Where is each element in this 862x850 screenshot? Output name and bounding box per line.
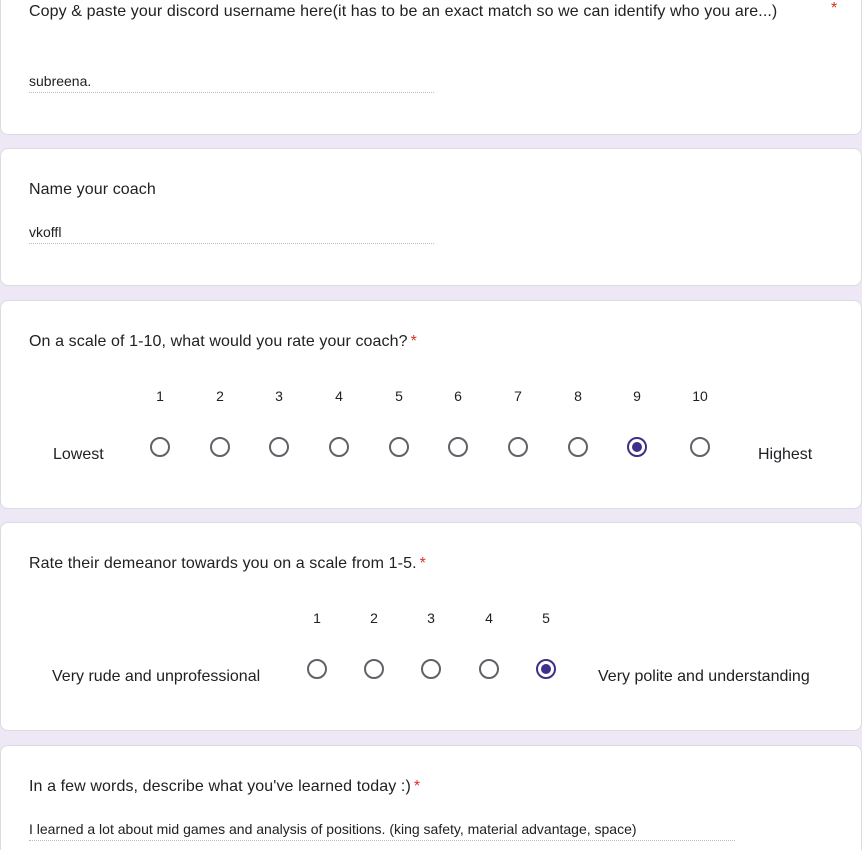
question-title-text: On a scale of 1-10, what would you rate your coach? (29, 333, 408, 350)
scale-radio-10[interactable] (690, 437, 710, 457)
scale-number-2: 2 (370, 610, 378, 626)
question-title-text: In a few words, describe what you've learned today :) (29, 778, 411, 795)
question-title: Name your coach (29, 181, 156, 198)
question-title (29, 0, 809, 25)
scale-high-label: Highest (758, 446, 813, 463)
scale-number-5: 5 (395, 388, 403, 404)
scale-number-5: 5 (542, 610, 550, 626)
scale-radio-4[interactable] (329, 437, 349, 457)
required-asterisk: * (831, 0, 838, 17)
scale-radio-1[interactable] (307, 659, 327, 679)
scale-number-3: 3 (427, 610, 435, 626)
question-card-discord-username (0, 0, 862, 135)
scale-radio-6[interactable] (448, 437, 468, 457)
question-card-learned-today (0, 745, 862, 850)
scale-low-label: Very rude and unprofessional (52, 668, 261, 685)
question-title-text: Copy & paste your discord username here(it has to be an exact match so we can identify who you are...) (29, 3, 778, 20)
input-underline (29, 243, 434, 244)
scale-number-6: 6 (454, 388, 462, 404)
scale-radio-4[interactable] (479, 659, 499, 679)
scale-radio-8[interactable] (568, 437, 588, 457)
question-card-demeanor-rating (0, 522, 862, 731)
scale-low-label: Lowest (53, 446, 104, 463)
scale-radio-3[interactable] (269, 437, 289, 457)
required-asterisk: * (410, 333, 417, 350)
scale-radio-7[interactable] (508, 437, 528, 457)
scale-number-8: 8 (574, 388, 582, 404)
coach-name-input[interactable]: vkoffl (29, 224, 62, 240)
question-card-coach-name (0, 148, 862, 286)
discord-username-input[interactable]: subreena. (29, 73, 92, 89)
scale-radio-1[interactable] (150, 437, 170, 457)
scale-radio-9[interactable] (627, 437, 647, 457)
scale-number-10: 10 (692, 388, 708, 404)
scale-number-7: 7 (514, 388, 522, 404)
scale-radio-5[interactable] (536, 659, 556, 679)
scale-radio-5[interactable] (389, 437, 409, 457)
scale-number-3: 3 (275, 388, 283, 404)
scale-number-4: 4 (485, 610, 493, 626)
scale-number-9: 9 (633, 388, 641, 404)
question-title (29, 328, 417, 355)
question-card-coach-rating (0, 300, 862, 509)
input-underline (29, 840, 735, 841)
input-underline (29, 92, 434, 93)
scale-number-1: 1 (156, 388, 164, 404)
question-title (29, 550, 426, 577)
scale-high-label: Very polite and understanding (598, 668, 810, 685)
scale-radio-3[interactable] (421, 659, 441, 679)
scale-number-1: 1 (313, 610, 321, 626)
scale-radio-2[interactable] (364, 659, 384, 679)
question-title-text: Rate their demeanor towards you on a scale from 1-5. (29, 555, 417, 572)
required-asterisk: * (413, 778, 421, 795)
learned-today-input[interactable]: I learned a lot about mid games and analysis of positions. (king safety, material advantage, space) (29, 821, 637, 837)
question-title (29, 773, 420, 800)
scale-number-4: 4 (335, 388, 343, 404)
scale-radio-2[interactable] (210, 437, 230, 457)
scale-number-2: 2 (216, 388, 224, 404)
required-asterisk: * (419, 555, 426, 572)
